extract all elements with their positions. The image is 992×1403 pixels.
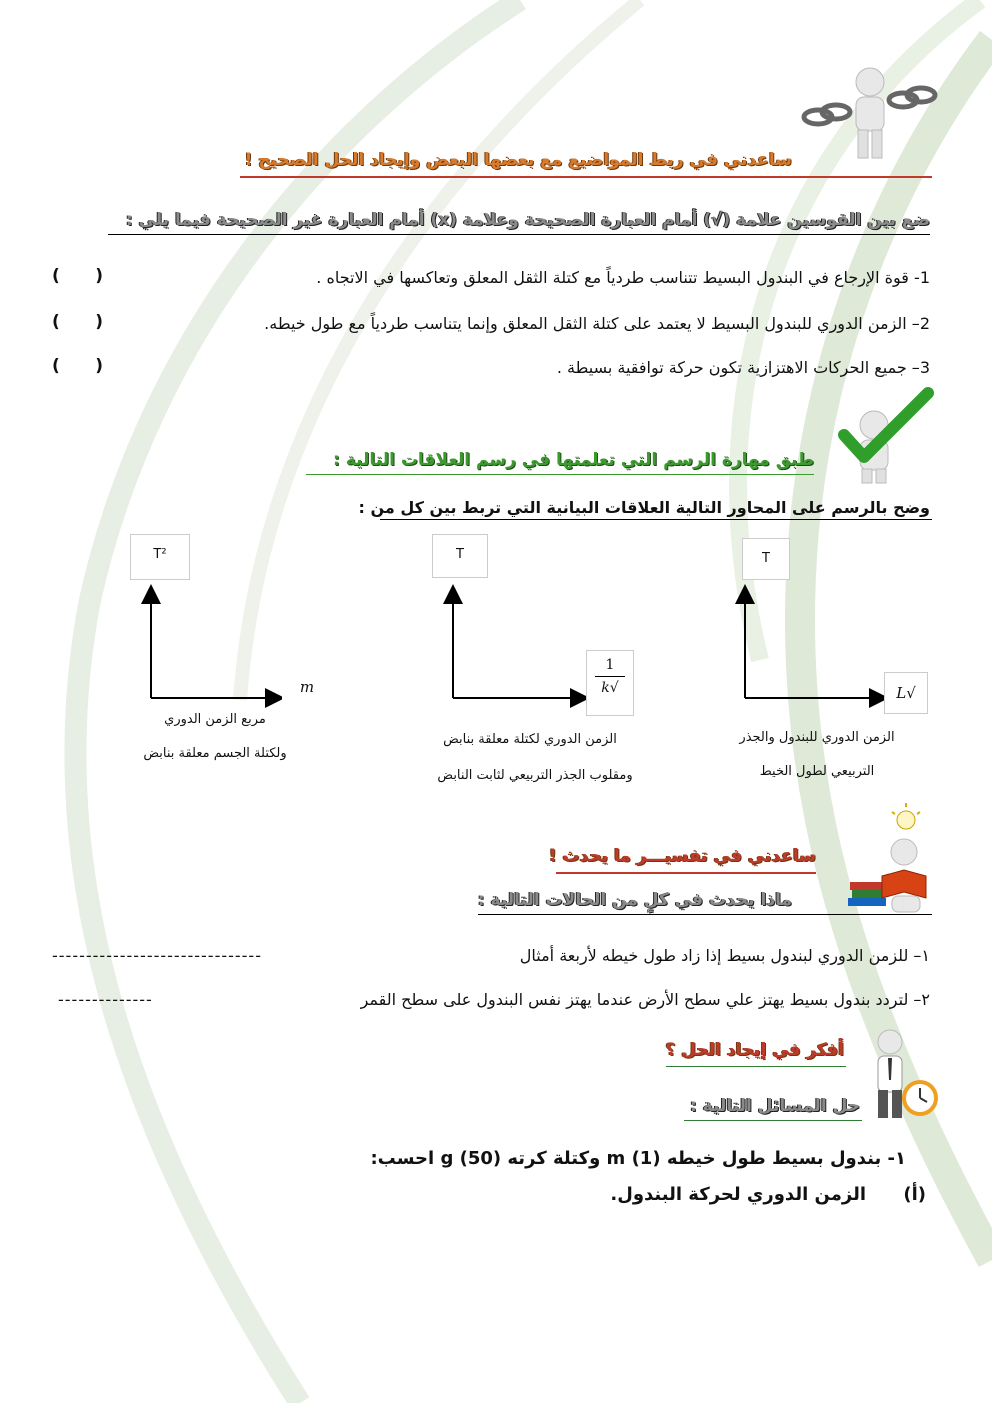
- section4-subtitle-underline: [684, 1120, 862, 1121]
- statement-1: 1- قوة الإرجاع في البندول البسيط تتناسب طردياً مع كتلة الثقل المعلق وتعاكسها في الاتجاه .: [316, 268, 930, 287]
- section3-question-underline: [478, 914, 932, 915]
- graph1-caption-2: التربيعي لطول الخيط: [759, 764, 875, 779]
- section3-title-underline: [556, 872, 816, 874]
- section2-title: طبق مهارة الرسم التي تعلمتها في رسم العلاقات التالية :: [333, 450, 814, 470]
- graph3-y-label: T²: [130, 534, 190, 580]
- section4-subtitle: حل المسائل التالية :: [690, 1096, 860, 1116]
- section3-question: ماذا يحدث في كلٍ من الحالات التالية :: [477, 890, 792, 910]
- statement-2: 2– الزمن الدوري للبندول البسيط لا يعتمد على كتلة الثقل المعلق وإنما يتناسب طردياً مع طول خيطه.: [264, 314, 930, 333]
- graph3-caption-1: مربع الزمن الدوري: [164, 712, 266, 727]
- graph1-caption-1: الزمن الدوري للبندول والجذر: [739, 730, 895, 745]
- statement-3: 3– جميع الحركات الاهتزازية تكون حركة توافقية بسيطة .: [556, 358, 930, 377]
- case-2-text: ٢– لتردد بندول بسيط يهتز علي سطح الأرض عندما يهتز نفس البندول على سطح القمر: [360, 990, 930, 1009]
- part-a-text: الزمن الدوري لحركة البندول.: [610, 1184, 866, 1205]
- graph2-caption-1: الزمن الدوري لكتلة معلقة بنابض: [443, 732, 617, 747]
- answer-bracket-2[interactable]: ( ): [52, 312, 104, 332]
- graph3-caption-2: ولكتلة الجسم معلقة بنابض: [143, 746, 287, 761]
- graph3-x-label: m: [282, 666, 332, 708]
- section1-title: ساعدني في ربط المواضيع مع بعضها البعض وإيجاد الحل الصحيح !: [244, 150, 792, 170]
- section3-title: ساعدني في تفسيـــر ما يحدث !: [548, 846, 816, 866]
- answer-bracket-3[interactable]: ( ): [52, 356, 104, 376]
- case-2-answer-line[interactable]: --------------: [58, 990, 153, 1009]
- answer-bracket-1[interactable]: ( ): [52, 266, 104, 286]
- graph2-caption-2: ومقلوب الجذر التربيعي لثابت النابض: [437, 768, 633, 783]
- graph2-x-label-fraction-bar: [595, 676, 625, 677]
- graph1-x-label: √L: [884, 672, 928, 714]
- problem-1: ١- بندول بسيط طول خيطه m (1) وكتلة كرته g (50) احسب:: [370, 1148, 906, 1169]
- reading-person-illustration: [846, 800, 938, 916]
- case-1-answer-line[interactable]: -------------------------------: [52, 946, 262, 965]
- section4-title: أفكر في إيجاد الحل ؟: [665, 1040, 844, 1060]
- part-a-label: (أ): [903, 1184, 926, 1205]
- graph2-y-label: T: [432, 534, 488, 578]
- section2-instruction: وضح بالرسم على المحاور التالية العلاقات البيانية التي تربط بين كل من :: [358, 498, 930, 517]
- case-1-text: ١– للزمن الدوري لبندول بسيط إذا زاد طول خيطه لأربعة أمثال: [519, 946, 930, 965]
- graph2-x-label-numerator: 1: [605, 657, 615, 673]
- section1-instruction: ضع بين القوسين علامة (√) أمام العبارة الصحيحة وعلامة (x) أمام العبارة غير الصحيحة فيما يلي :: [125, 210, 930, 230]
- clock-person-illustration: [862, 1024, 940, 1120]
- section4-title-underline: [666, 1066, 846, 1067]
- graph1-y-label: T: [742, 538, 790, 580]
- graph2-x-label: [586, 650, 634, 716]
- graph2-x-label-denominator: √k: [601, 680, 619, 696]
